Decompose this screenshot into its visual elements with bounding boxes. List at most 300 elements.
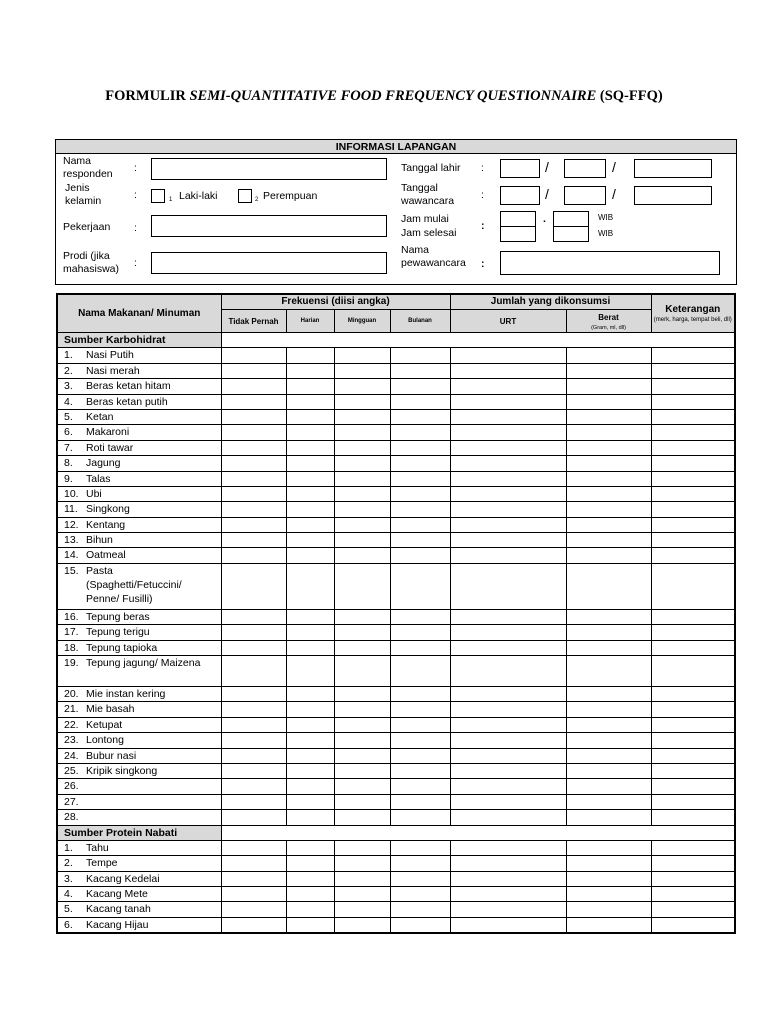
tidak-pernah-cell[interactable] [221, 610, 286, 625]
prodi-input[interactable] [151, 252, 387, 274]
urt-cell[interactable] [450, 548, 566, 563]
mingguan-cell[interactable] [334, 871, 390, 886]
bulanan-cell[interactable] [390, 517, 450, 532]
tanggal-lahir-day[interactable] [500, 159, 540, 178]
food-name-cell [57, 702, 221, 717]
header-keterangan [651, 294, 735, 333]
keterangan-cell[interactable] [651, 840, 735, 855]
nama-responden-input[interactable] [151, 158, 387, 180]
urt-cell[interactable] [450, 733, 566, 748]
urt-cell[interactable] [450, 748, 566, 763]
berat-cell[interactable] [566, 425, 651, 440]
tidak-pernah-cell[interactable] [221, 687, 286, 702]
harian-cell[interactable] [286, 517, 334, 532]
urt-cell[interactable] [450, 840, 566, 855]
urt-cell[interactable] [450, 702, 566, 717]
tidak-pernah-cell[interactable] [221, 748, 286, 763]
keterangan-cell[interactable] [651, 363, 735, 378]
keterangan-cell[interactable] [651, 763, 735, 778]
table-row [57, 502, 735, 517]
harian-cell[interactable] [286, 748, 334, 763]
keterangan-cell[interactable] [651, 486, 735, 501]
bulanan-cell[interactable] [390, 887, 450, 902]
item-number: 12. [64, 518, 79, 531]
urt-cell[interactable] [450, 409, 566, 424]
harian-cell[interactable] [286, 502, 334, 517]
urt-cell[interactable] [450, 917, 566, 933]
tidak-pernah-cell[interactable] [221, 502, 286, 517]
bulanan-cell[interactable] [390, 363, 450, 378]
harian-cell[interactable] [286, 717, 334, 732]
urt-cell[interactable] [450, 717, 566, 732]
jam-selesai-minute[interactable] [553, 226, 589, 242]
keterangan-cell[interactable] [651, 779, 735, 794]
berat-cell[interactable] [566, 656, 651, 687]
keterangan-cell[interactable] [651, 917, 735, 933]
keterangan-cell[interactable] [651, 348, 735, 363]
item-number: 20. [64, 688, 79, 701]
keterangan-cell[interactable] [651, 887, 735, 902]
berat-cell[interactable] [566, 363, 651, 378]
bulanan-cell[interactable] [390, 456, 450, 471]
laki-laki-checkbox[interactable] [151, 189, 165, 203]
table-row [57, 409, 735, 424]
tidak-pernah-cell[interactable] [221, 486, 286, 501]
urt-cell[interactable] [450, 687, 566, 702]
table-row [57, 517, 735, 532]
urt-cell[interactable] [450, 440, 566, 455]
urt-cell[interactable] [450, 902, 566, 917]
mingguan-cell[interactable] [334, 717, 390, 732]
keterangan-cell[interactable] [651, 440, 735, 455]
table-row [57, 871, 735, 886]
table-row [57, 763, 735, 778]
berat-cell[interactable] [566, 533, 651, 548]
item-number: 19. [64, 657, 79, 670]
bulanan-cell[interactable] [390, 548, 450, 563]
keterangan-cell[interactable] [651, 533, 735, 548]
harian-cell[interactable] [286, 379, 334, 394]
food-name-cell [57, 348, 221, 363]
berat-cell[interactable] [566, 763, 651, 778]
mingguan-cell[interactable] [334, 563, 390, 609]
urt-cell[interactable] [450, 379, 566, 394]
keterangan-cell[interactable] [651, 394, 735, 409]
bulanan-cell[interactable] [390, 856, 450, 871]
tidak-pernah-cell[interactable] [221, 810, 286, 825]
keterangan-cell[interactable] [651, 502, 735, 517]
harian-cell[interactable] [286, 456, 334, 471]
berat-cell[interactable] [566, 394, 651, 409]
food-name-cell [57, 502, 221, 517]
urt-cell[interactable] [450, 625, 566, 640]
keterangan-cell[interactable] [651, 656, 735, 687]
bulanan-cell[interactable] [390, 486, 450, 501]
tidak-pernah-cell[interactable] [221, 871, 286, 886]
harian-cell[interactable] [286, 625, 334, 640]
keterangan-cell[interactable] [651, 702, 735, 717]
mingguan-cell[interactable] [334, 425, 390, 440]
mingguan-cell[interactable] [334, 794, 390, 809]
keterangan-cell[interactable] [651, 871, 735, 886]
tidak-pernah-cell[interactable] [221, 363, 286, 378]
food-frequency-table [56, 293, 736, 934]
berat-cell[interactable] [566, 748, 651, 763]
tidak-pernah-cell[interactable] [221, 733, 286, 748]
urt-cell[interactable] [450, 871, 566, 886]
mingguan-cell[interactable] [334, 702, 390, 717]
urt-cell[interactable] [450, 563, 566, 609]
food-name: Mie basah [86, 703, 135, 716]
food-name: Roti tawar [86, 441, 134, 454]
info-header: INFORMASI LAPANGAN [56, 140, 736, 154]
harian-cell[interactable] [286, 887, 334, 902]
mingguan-cell[interactable] [334, 394, 390, 409]
urt-cell[interactable] [450, 517, 566, 532]
keterangan-cell[interactable] [651, 409, 735, 424]
perempuan-checkbox[interactable] [238, 189, 252, 203]
mingguan-cell[interactable] [334, 733, 390, 748]
nama-pewawancara-input[interactable] [500, 251, 720, 275]
urt-cell[interactable] [450, 779, 566, 794]
item-number: 17. [64, 626, 79, 639]
bulanan-cell[interactable] [390, 563, 450, 609]
time-separator: . [543, 213, 546, 225]
keterangan-cell[interactable] [651, 563, 735, 609]
harian-cell[interactable] [286, 840, 334, 855]
berat-cell[interactable] [566, 409, 651, 424]
food-name-cell [57, 440, 221, 455]
tidak-pernah-cell[interactable] [221, 887, 286, 902]
urt-cell[interactable] [450, 794, 566, 809]
berat-cell[interactable] [566, 440, 651, 455]
jam-mulai-hour[interactable] [500, 211, 536, 227]
urt-cell[interactable] [450, 533, 566, 548]
harian-cell[interactable] [286, 656, 334, 687]
tidak-pernah-cell[interactable] [221, 917, 286, 933]
bulanan-cell[interactable] [390, 702, 450, 717]
harian-cell[interactable] [286, 640, 334, 655]
bulanan-cell[interactable] [390, 748, 450, 763]
tidak-pernah-cell[interactable] [221, 902, 286, 917]
harian-cell[interactable] [286, 563, 334, 609]
tidak-pernah-cell[interactable] [221, 717, 286, 732]
berat-cell[interactable] [566, 548, 651, 563]
tidak-pernah-cell[interactable] [221, 409, 286, 424]
keterangan-cell[interactable] [651, 548, 735, 563]
mingguan-cell[interactable] [334, 610, 390, 625]
food-name: Jagung [86, 457, 121, 470]
bulanan-cell[interactable] [390, 794, 450, 809]
bulanan-cell[interactable] [390, 871, 450, 886]
mingguan-cell[interactable] [334, 486, 390, 501]
tidak-pernah-cell[interactable] [221, 840, 286, 855]
keterangan-cell[interactable] [651, 379, 735, 394]
berat-cell[interactable] [566, 902, 651, 917]
bulanan-cell[interactable] [390, 779, 450, 794]
bulanan-cell[interactable] [390, 902, 450, 917]
mingguan-cell[interactable] [334, 748, 390, 763]
food-name-cell [57, 810, 221, 825]
mingguan-cell[interactable] [334, 779, 390, 794]
mingguan-cell[interactable] [334, 440, 390, 455]
bulanan-cell[interactable] [390, 733, 450, 748]
harian-cell[interactable] [286, 425, 334, 440]
bulanan-cell[interactable] [390, 379, 450, 394]
tanggal-wawancara-year[interactable] [634, 186, 712, 205]
table-row [57, 610, 735, 625]
berat-cell[interactable] [566, 486, 651, 501]
food-name: Kacang Hijau [86, 918, 149, 931]
berat-cell[interactable] [566, 379, 651, 394]
tidak-pernah-cell[interactable] [221, 379, 286, 394]
berat-cell[interactable] [566, 871, 651, 886]
tidak-pernah-cell[interactable] [221, 625, 286, 640]
item-number: 2. [64, 857, 73, 870]
food-name: Bihun [86, 534, 113, 547]
harian-cell[interactable] [286, 486, 334, 501]
keterangan-cell[interactable] [651, 456, 735, 471]
harian-cell[interactable] [286, 409, 334, 424]
urt-cell[interactable] [450, 656, 566, 687]
bulanan-cell[interactable] [390, 640, 450, 655]
bulanan-cell[interactable] [390, 348, 450, 363]
mingguan-cell[interactable] [334, 902, 390, 917]
keterangan-cell[interactable] [651, 717, 735, 732]
jam-selesai-hour[interactable] [500, 226, 536, 242]
berat-cell[interactable] [566, 563, 651, 609]
keterangan-cell[interactable] [651, 625, 735, 640]
bulanan-cell[interactable] [390, 656, 450, 687]
mingguan-cell[interactable] [334, 471, 390, 486]
berat-cell[interactable] [566, 917, 651, 933]
harian-cell[interactable] [286, 394, 334, 409]
berat-cell[interactable] [566, 640, 651, 655]
keterangan-cell[interactable] [651, 794, 735, 809]
urt-cell[interactable] [450, 887, 566, 902]
berat-cell[interactable] [566, 702, 651, 717]
harian-cell[interactable] [286, 763, 334, 778]
bulanan-cell[interactable] [390, 717, 450, 732]
berat-cell[interactable] [566, 794, 651, 809]
berat-cell[interactable] [566, 502, 651, 517]
harian-cell[interactable] [286, 440, 334, 455]
label-prodi: Prodi (jika mahasiswa) [63, 250, 120, 275]
mingguan-cell[interactable] [334, 379, 390, 394]
berat-cell[interactable] [566, 810, 651, 825]
tidak-pernah-cell[interactable] [221, 456, 286, 471]
keterangan-cell[interactable] [651, 687, 735, 702]
urt-cell[interactable] [450, 810, 566, 825]
berat-cell[interactable] [566, 687, 651, 702]
mingguan-cell[interactable] [334, 687, 390, 702]
harian-cell[interactable] [286, 687, 334, 702]
mingguan-cell[interactable] [334, 763, 390, 778]
mingguan-cell[interactable] [334, 810, 390, 825]
mingguan-cell[interactable] [334, 887, 390, 902]
keterangan-cell[interactable] [651, 425, 735, 440]
header-jumlah: Jumlah yang dikonsumsi [450, 294, 651, 310]
harian-cell[interactable] [286, 902, 334, 917]
berat-cell[interactable] [566, 625, 651, 640]
harian-cell[interactable] [286, 533, 334, 548]
harian-cell[interactable] [286, 548, 334, 563]
tidak-pernah-cell[interactable] [221, 563, 286, 609]
tanggal-wawancara-day[interactable] [500, 186, 540, 205]
bulanan-cell[interactable] [390, 533, 450, 548]
info-panel [55, 139, 737, 285]
jam-mulai-minute[interactable] [553, 211, 589, 227]
harian-cell[interactable] [286, 779, 334, 794]
mingguan-cell[interactable] [334, 840, 390, 855]
tanggal-lahir-month[interactable] [564, 159, 606, 178]
tidak-pernah-cell[interactable] [221, 763, 286, 778]
berat-cell[interactable] [566, 733, 651, 748]
urt-cell[interactable] [450, 856, 566, 871]
mingguan-cell[interactable] [334, 348, 390, 363]
harian-cell[interactable] [286, 794, 334, 809]
mingguan-cell[interactable] [334, 517, 390, 532]
tidak-pernah-cell[interactable] [221, 440, 286, 455]
urt-cell[interactable] [450, 640, 566, 655]
harian-cell[interactable] [286, 917, 334, 933]
keterangan-note: (merk, harga, tempat beli, dll) [653, 317, 732, 323]
tidak-pernah-cell[interactable] [221, 702, 286, 717]
berat-cell[interactable] [566, 779, 651, 794]
mingguan-cell[interactable] [334, 502, 390, 517]
food-name: Oatmeal [86, 549, 126, 562]
harian-cell[interactable] [286, 610, 334, 625]
harian-cell[interactable] [286, 702, 334, 717]
harian-cell[interactable] [286, 856, 334, 871]
food-name-cell [57, 656, 221, 687]
header-frekuensi: Frekuensi (diisi angka) [221, 294, 450, 310]
keterangan-cell[interactable] [651, 471, 735, 486]
tidak-pernah-cell[interactable] [221, 548, 286, 563]
header-nama-makanan: Nama Makanan/ Minuman [57, 294, 221, 333]
harian-cell[interactable] [286, 810, 334, 825]
pekerjaan-input[interactable] [151, 215, 387, 237]
keterangan-cell[interactable] [651, 748, 735, 763]
urt-cell[interactable] [450, 610, 566, 625]
urt-cell[interactable] [450, 363, 566, 378]
berat-title: Berat [598, 313, 619, 322]
mingguan-cell[interactable] [334, 533, 390, 548]
harian-cell[interactable] [286, 363, 334, 378]
tidak-pernah-cell[interactable] [221, 425, 286, 440]
tidak-pernah-cell[interactable] [221, 656, 286, 687]
tidak-pernah-cell[interactable] [221, 533, 286, 548]
bulanan-cell[interactable] [390, 625, 450, 640]
keterangan-cell[interactable] [651, 810, 735, 825]
table-row [57, 486, 735, 501]
mingguan-cell[interactable] [334, 640, 390, 655]
harian-cell[interactable] [286, 471, 334, 486]
tidak-pernah-cell[interactable] [221, 779, 286, 794]
food-name: Tepung tapioka [86, 641, 158, 654]
title-prefix: FORMULIR [105, 88, 186, 104]
tanggal-lahir-year[interactable] [634, 159, 712, 178]
urt-cell[interactable] [450, 486, 566, 501]
bulanan-cell[interactable] [390, 425, 450, 440]
bulanan-cell[interactable] [390, 502, 450, 517]
food-name-cell [57, 640, 221, 655]
bulanan-cell[interactable] [390, 394, 450, 409]
keterangan-cell[interactable] [651, 610, 735, 625]
berat-cell[interactable] [566, 717, 651, 732]
keterangan-cell[interactable] [651, 517, 735, 532]
bulanan-cell[interactable] [390, 440, 450, 455]
berat-cell[interactable] [566, 887, 651, 902]
urt-cell[interactable] [450, 394, 566, 409]
tidak-pernah-cell[interactable] [221, 640, 286, 655]
mingguan-cell[interactable] [334, 917, 390, 933]
mingguan-cell[interactable] [334, 625, 390, 640]
tidak-pernah-cell[interactable] [221, 856, 286, 871]
bulanan-cell[interactable] [390, 810, 450, 825]
mingguan-cell[interactable] [334, 548, 390, 563]
colon: : [481, 258, 485, 270]
keterangan-cell[interactable] [651, 640, 735, 655]
mingguan-cell[interactable] [334, 856, 390, 871]
urt-cell[interactable] [450, 348, 566, 363]
bulanan-cell[interactable] [390, 763, 450, 778]
berat-cell[interactable] [566, 840, 651, 855]
harian-cell[interactable] [286, 348, 334, 363]
berat-cell[interactable] [566, 348, 651, 363]
urt-cell[interactable] [450, 425, 566, 440]
mingguan-cell[interactable] [334, 456, 390, 471]
harian-cell[interactable] [286, 733, 334, 748]
bulanan-cell[interactable] [390, 840, 450, 855]
bulanan-cell[interactable] [390, 471, 450, 486]
berat-cell[interactable] [566, 517, 651, 532]
bulanan-cell[interactable] [390, 917, 450, 933]
tidak-pernah-cell[interactable] [221, 794, 286, 809]
table-row [57, 917, 735, 933]
berat-cell[interactable] [566, 456, 651, 471]
label-pekerjaan: Pekerjaan [63, 221, 111, 233]
harian-cell[interactable] [286, 871, 334, 886]
bulanan-cell[interactable] [390, 409, 450, 424]
keterangan-cell[interactable] [651, 733, 735, 748]
berat-cell[interactable] [566, 471, 651, 486]
keterangan-cell[interactable] [651, 902, 735, 917]
urt-cell[interactable] [450, 456, 566, 471]
tanggal-wawancara-month[interactable] [564, 186, 606, 205]
bulanan-cell[interactable] [390, 687, 450, 702]
tidak-pernah-cell[interactable] [221, 471, 286, 486]
food-name-cell [57, 748, 221, 763]
item-number: 4. [64, 395, 73, 408]
tidak-pernah-cell[interactable] [221, 517, 286, 532]
urt-cell[interactable] [450, 502, 566, 517]
mingguan-cell[interactable] [334, 363, 390, 378]
keterangan-cell[interactable] [651, 856, 735, 871]
tidak-pernah-cell[interactable] [221, 348, 286, 363]
mingguan-cell[interactable] [334, 409, 390, 424]
tidak-pernah-cell[interactable] [221, 394, 286, 409]
table-row [57, 779, 735, 794]
food-name: Kacang tanah [86, 903, 151, 916]
berat-cell[interactable] [566, 610, 651, 625]
berat-cell[interactable] [566, 856, 651, 871]
bulanan-cell[interactable] [390, 610, 450, 625]
urt-cell[interactable] [450, 471, 566, 486]
urt-cell[interactable] [450, 763, 566, 778]
mingguan-cell[interactable] [334, 656, 390, 687]
item-number: 9. [64, 472, 73, 485]
